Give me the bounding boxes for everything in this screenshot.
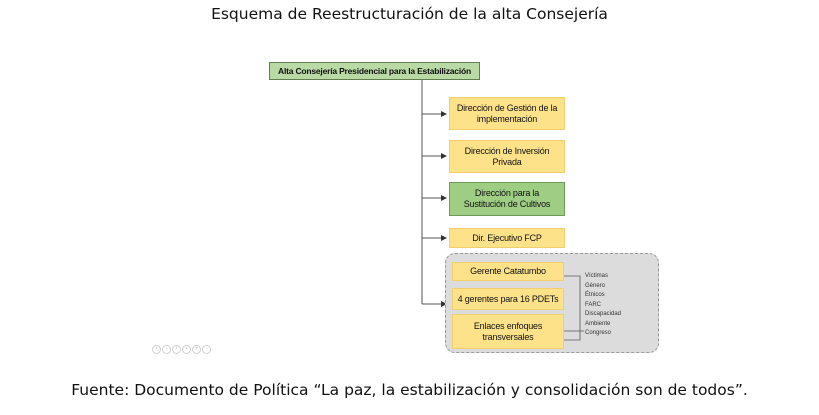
prev-icon[interactable]: ‹ (152, 345, 161, 354)
node-gestion-implementacion: Dirección de Gestión de la implementación (449, 97, 565, 130)
play-icon[interactable]: › (162, 345, 171, 354)
zoom-icon[interactable]: + (192, 345, 201, 354)
node-gerente-catatumbo: Gerente Catatumbo (452, 262, 564, 281)
subitem: Discapacidad (585, 311, 622, 317)
subitem: Género (585, 282, 606, 289)
source-caption: Fuente: Documento de Política “La paz, la estabilización y consolidación son de todos”. (71, 381, 748, 399)
node-sustitucion-cultivos: Dirección para la Sustitución de Cultivos (449, 182, 565, 216)
subitem: Víctimas (585, 273, 609, 279)
slides-icon[interactable]: ▪ (182, 345, 191, 354)
subitem: FARC (585, 301, 602, 308)
root-node: Alta Consejería Presidencial para la Estabilización (269, 62, 480, 80)
node-inversion-privada: Dirección de Inversión Privada (449, 140, 565, 173)
node-dir-ejecutivo-fcp: Dir. Ejecutivo FCP (449, 228, 565, 248)
node-gerentes-pdets: 4 gerentes para 16 PDETs (452, 288, 564, 310)
pen-icon[interactable]: / (172, 345, 181, 354)
slide-controls[interactable] (152, 345, 211, 354)
subitem: Congreso (585, 330, 612, 336)
subitem: Ambiente (585, 320, 611, 327)
more-icon[interactable]: · (202, 345, 211, 354)
diagram-title: Esquema de Reestructuración de la alta Consejería (211, 5, 608, 23)
subitem: Étnicos (585, 292, 605, 298)
node-enlaces-enfoques: Enlaces enfoques transversales (452, 314, 564, 349)
enfoques-list (585, 272, 621, 339)
